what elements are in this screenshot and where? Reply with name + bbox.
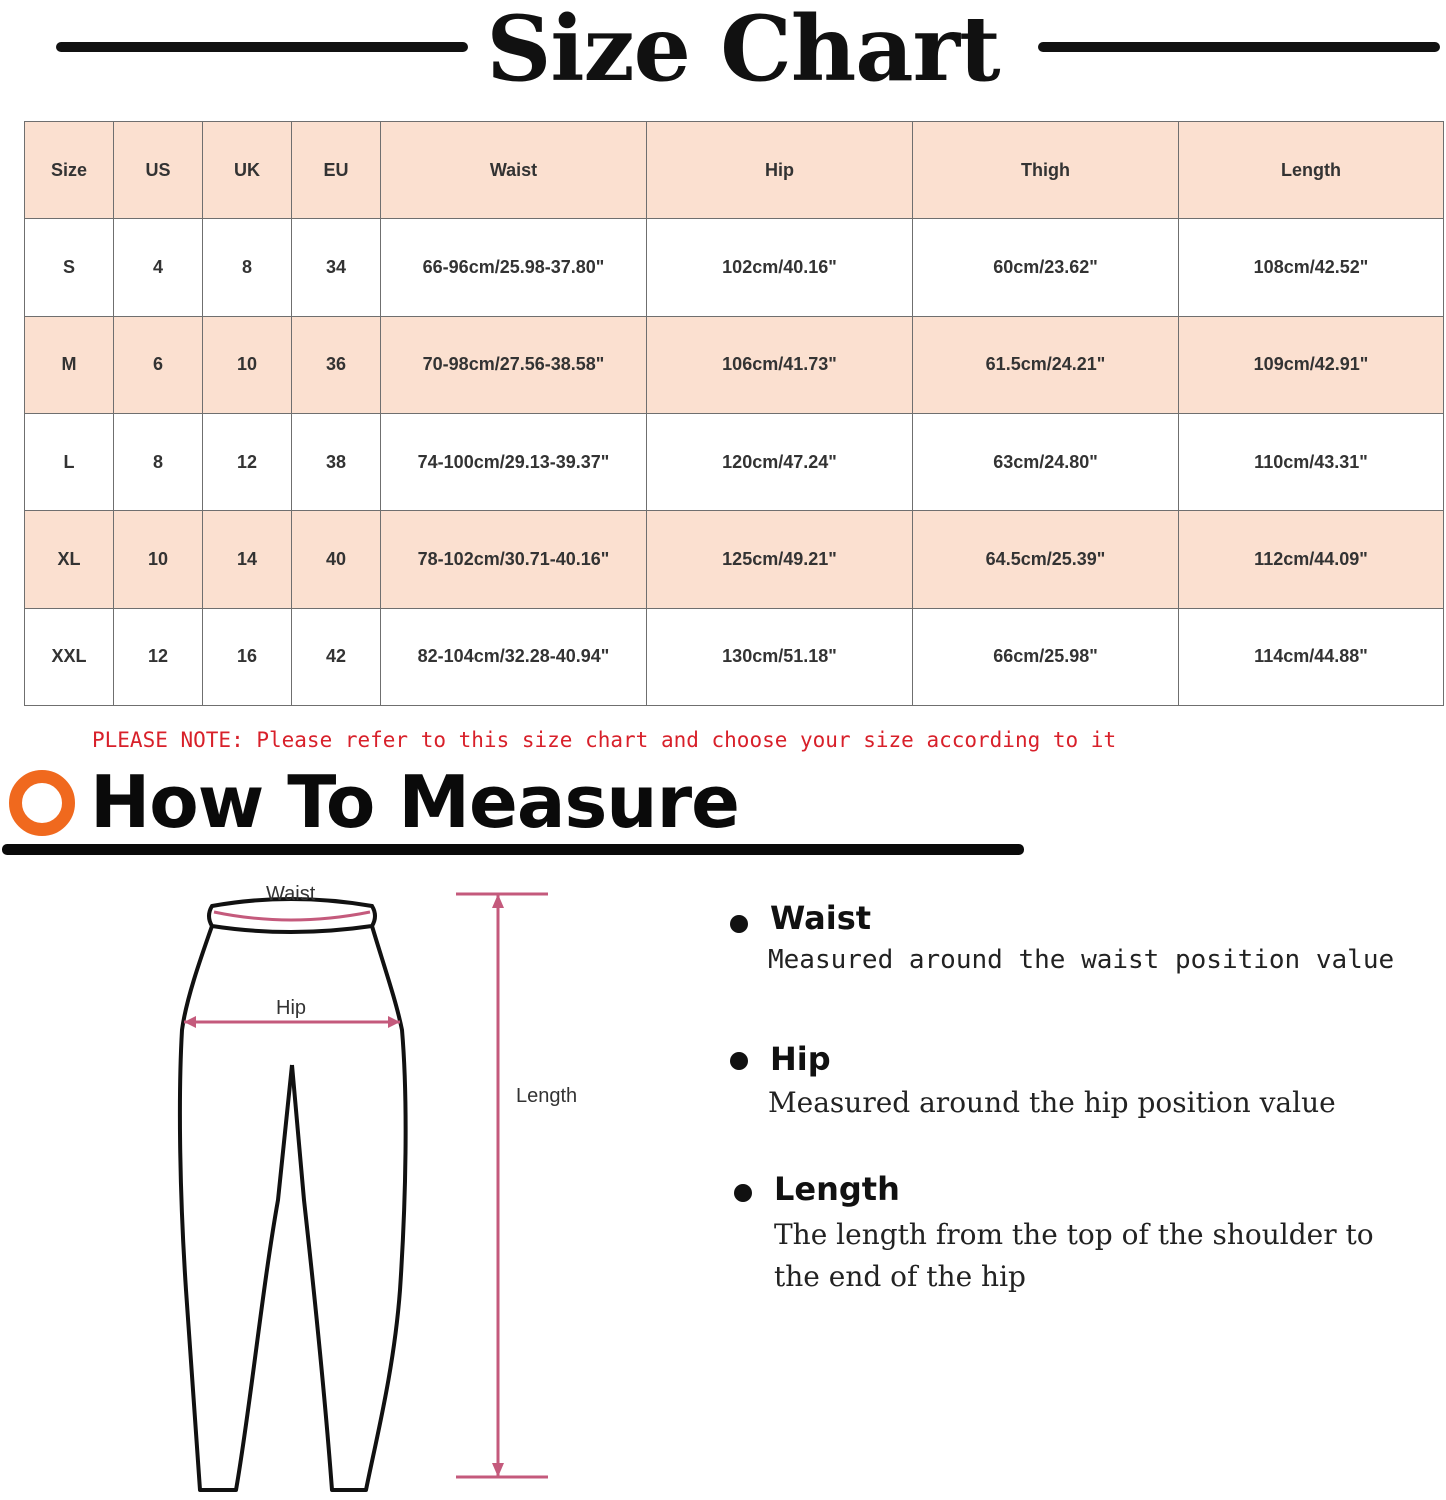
table-row bbox=[25, 511, 1444, 608]
header-cell: Thigh bbox=[913, 122, 1179, 219]
table-cell: 38 bbox=[292, 413, 381, 510]
waist-text: Measured around the waist position value bbox=[768, 945, 1395, 975]
table-cell: 14 bbox=[203, 511, 292, 608]
table-cell: 12 bbox=[114, 608, 203, 705]
table-cell: 114cm/44.88" bbox=[1179, 608, 1444, 705]
header-cell: Size bbox=[25, 122, 114, 219]
table-cell: 102cm/40.16" bbox=[647, 219, 913, 316]
size-note: PLEASE NOTE: Please refer to this size chart and choose your size according to it bbox=[92, 728, 1117, 752]
header-cell: US bbox=[114, 122, 203, 219]
table-cell: 70-98cm/27.56-38.58" bbox=[381, 316, 647, 413]
pants-outline-icon bbox=[150, 870, 630, 1500]
table-cell: S bbox=[25, 219, 114, 316]
table-row bbox=[25, 219, 1444, 316]
table-cell: 10 bbox=[114, 511, 203, 608]
hip-text: Measured around the hip position value bbox=[768, 1086, 1336, 1119]
table-cell: 8 bbox=[114, 413, 203, 510]
page-title: Size Chart bbox=[486, 0, 1000, 102]
waist-label: Waist bbox=[266, 883, 316, 905]
table-cell: 78-102cm/30.71-40.16" bbox=[381, 511, 647, 608]
table-cell: 42 bbox=[292, 608, 381, 705]
table-cell: 34 bbox=[292, 219, 381, 316]
table-cell: XL bbox=[25, 511, 114, 608]
length-heading: Length bbox=[774, 1170, 900, 1208]
table-cell: 4 bbox=[114, 219, 203, 316]
table-cell: 16 bbox=[203, 608, 292, 705]
bullet-icon bbox=[730, 1052, 748, 1070]
table-header-row bbox=[25, 122, 1444, 219]
table-cell: 112cm/44.09" bbox=[1179, 511, 1444, 608]
table-cell: 64.5cm/25.39" bbox=[913, 511, 1179, 608]
title-row bbox=[0, 0, 1446, 110]
table-cell: 106cm/41.73" bbox=[647, 316, 913, 413]
title-rule-right bbox=[1038, 42, 1440, 52]
table-cell: XXL bbox=[25, 608, 114, 705]
pants-diagram bbox=[150, 870, 630, 1500]
table-cell: 8 bbox=[203, 219, 292, 316]
table-cell: 74-100cm/29.13-39.37" bbox=[381, 413, 647, 510]
header-cell: Length bbox=[1179, 122, 1444, 219]
length-label: Length bbox=[516, 1085, 578, 1107]
hip-heading: Hip bbox=[770, 1040, 831, 1078]
table-cell: 109cm/42.91" bbox=[1179, 316, 1444, 413]
table-cell: 60cm/23.62" bbox=[913, 219, 1179, 316]
table-cell: 130cm/51.18" bbox=[647, 608, 913, 705]
table-row bbox=[25, 608, 1444, 705]
header-cell: Waist bbox=[381, 122, 647, 219]
table-cell: 82-104cm/32.28-40.94" bbox=[381, 608, 647, 705]
length-text-line-2: the end of the hip bbox=[774, 1260, 1026, 1293]
table-cell: L bbox=[25, 413, 114, 510]
table-cell: 63cm/24.80" bbox=[913, 413, 1179, 510]
table-cell: 36 bbox=[292, 316, 381, 413]
ring-icon bbox=[9, 770, 75, 836]
bullet-icon bbox=[734, 1184, 752, 1202]
table-cell: 10 bbox=[203, 316, 292, 413]
table-row bbox=[25, 413, 1444, 510]
size-table bbox=[24, 121, 1444, 706]
table-cell: 66-96cm/25.98-37.80" bbox=[381, 219, 647, 316]
table-cell: 120cm/47.24" bbox=[647, 413, 913, 510]
table-cell: 61.5cm/24.21" bbox=[913, 316, 1179, 413]
table-cell: 108cm/42.52" bbox=[1179, 219, 1444, 316]
header-cell: EU bbox=[292, 122, 381, 219]
hip-label: Hip bbox=[276, 997, 307, 1019]
table-cell: 110cm/43.31" bbox=[1179, 413, 1444, 510]
table-cell: 12 bbox=[203, 413, 292, 510]
length-text-line-1: The length from the top of the shoulder to bbox=[774, 1218, 1374, 1251]
header-cell: UK bbox=[203, 122, 292, 219]
table-cell: 6 bbox=[114, 316, 203, 413]
bullet-icon bbox=[730, 915, 748, 933]
how-to-measure-heading: How To Measure bbox=[90, 760, 739, 844]
section-rule bbox=[2, 844, 1024, 855]
title-rule-left bbox=[56, 42, 468, 52]
table-cell: 40 bbox=[292, 511, 381, 608]
table-cell: 66cm/25.98" bbox=[913, 608, 1179, 705]
header-cell: Hip bbox=[647, 122, 913, 219]
table-cell: 125cm/49.21" bbox=[647, 511, 913, 608]
table-cell: M bbox=[25, 316, 114, 413]
table-row bbox=[25, 316, 1444, 413]
waist-heading: Waist bbox=[770, 899, 872, 937]
